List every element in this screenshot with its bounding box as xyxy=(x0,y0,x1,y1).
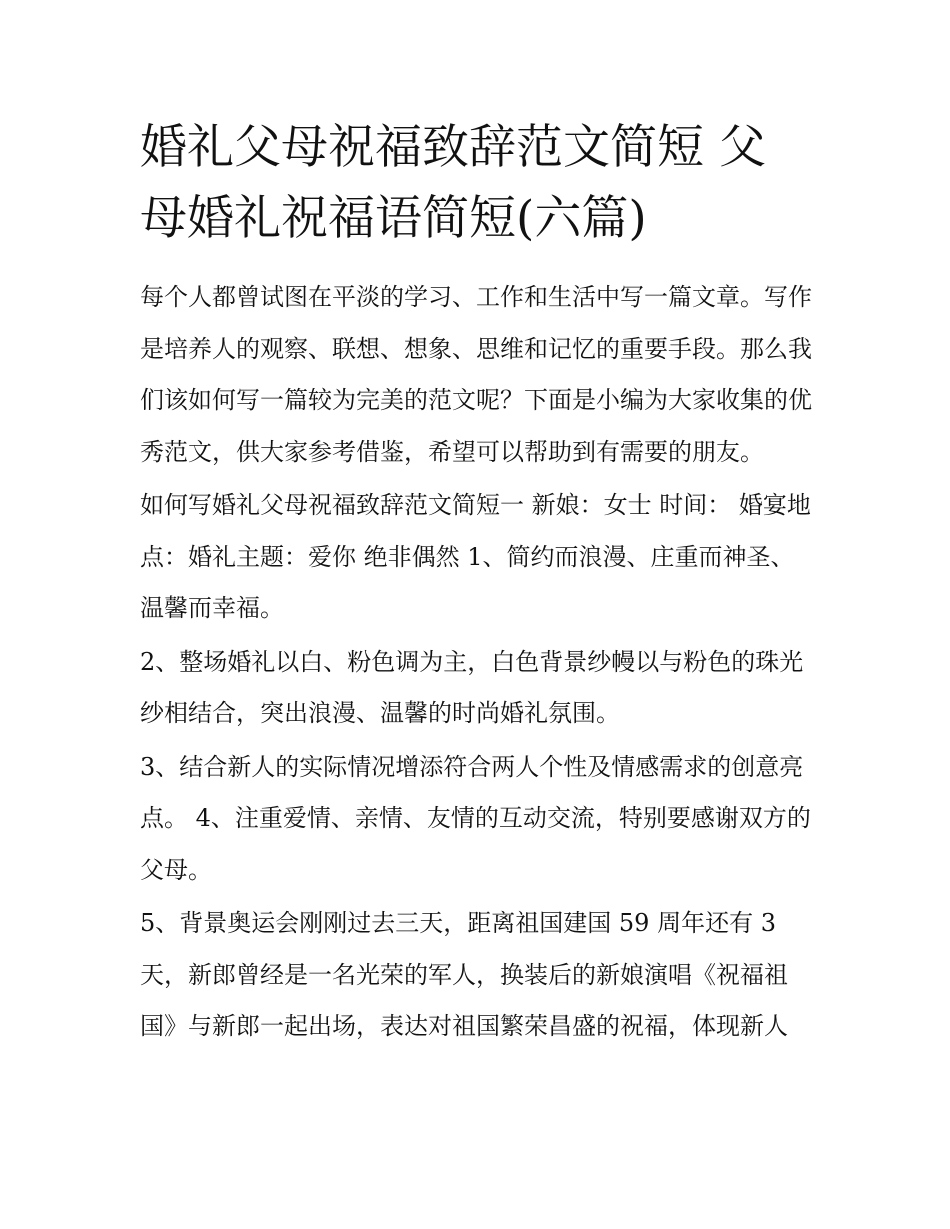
body-paragraph-4: 5、背景奥运会刚刚过去三天，距离祖国建国 59 周年还有 3 天，新郎曾经是一名光荣的军人，换装后的新娘演唱《祝福祖国》与新郎一起出场，表达对祖国繁荣昌盛的祝福，体现新人 xyxy=(140,909,788,1040)
body-paragraph-1: 如何写婚礼父母祝福致辞范文简短一 新娘：女士 时间： 婚宴地点：婚礼主题：爱你 绝非偶然 1、简约而浪漫、庄重而神圣、温馨而幸福。 xyxy=(140,491,811,622)
document-title: 婚礼父母祝福致辞范文简短 父母婚礼祝福语简短(六篇) xyxy=(140,120,766,246)
document-body xyxy=(140,112,812,1055)
body-paragraph-3: 3、结合新人的实际情况增添符合两人个性及情感需求的创意亮点。 4、注重爱情、亲情、友情的互动交流，特别要感谢双方的父母。 xyxy=(140,752,811,884)
body-paragraph-2: 2、整场婚礼以白、粉色调为主，白色背景纱幔以与粉色的珠光纱相结合，突出浪漫、温馨的时尚婚礼氛围。 xyxy=(140,647,804,727)
intro-paragraph: 每个人都曾试图在平淡的学习、工作和生活中写一篇文章。写作是培养人的观察、联想、想象、思维和记忆的重要手段。那么我们该如何写一篇较为完美的范文呢？下面是小编为大家收集的优秀范文，供大家参考借鉴，希望可以帮助到有需要的朋友。 xyxy=(140,283,812,466)
